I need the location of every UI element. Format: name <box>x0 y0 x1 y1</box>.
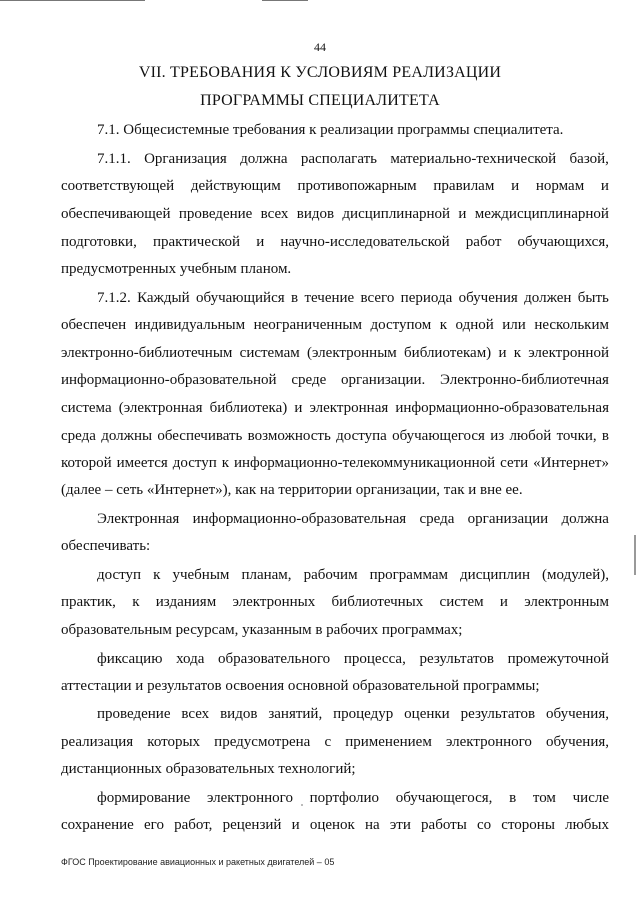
body-line-25: формирование электронного портфолио обучающегося, в том числе <box>97 790 609 806</box>
body-line-23: реализация которых предусмотрена с применением электронного обучения, <box>61 734 609 750</box>
body-line-17: доступ к учебным планам, рабочим программам дисциплин (модулей), <box>97 567 609 583</box>
body-line-4: обеспечивающей проведение всех видов дисциплинарной и междисциплинарной <box>61 206 609 222</box>
body-line-3: соответствующей действующим противопожарным правилам и нормам и <box>61 178 609 194</box>
body-line-15: Электронная информационно-образовательная среда организации должна <box>97 511 609 527</box>
page-number: 44 <box>314 40 326 54</box>
body-line-8: обеспечен индивидуальным неограниченным доступом к одной или нескольким <box>61 317 609 333</box>
body-line-5: подготовки, практической и научно-исследовательской работ обучающихся, <box>61 234 609 250</box>
body-line-1: 7.1. Общесистемные требования к реализации программы специалитета. <box>97 122 564 138</box>
body-line-19: образовательным ресурсам, указанным в рабочих программах; <box>61 622 463 638</box>
body-line-18: практик, к изданиям электронных библиотечных систем и электронным <box>61 594 609 610</box>
body-line-13: которой имеется доступ к информационно-телекоммуникационной сети «Интернет» <box>61 455 609 471</box>
section-heading-line-2: ПРОГРАММЫ СПЕЦИАЛИТЕТА <box>200 92 440 109</box>
footer-text: ФГОС Проектирование авиационных и ракетных двигателей – 05 <box>61 857 335 867</box>
body-line-24: дистанционных образовательных технологий; <box>61 761 356 777</box>
body-line-21: аттестации и результатов освоения основной образовательной программы; <box>61 678 540 694</box>
body-line-26: сохранение его работ, рецензий и оценок на эти работы со стороны любых <box>61 817 609 833</box>
body-line-7: 7.1.2. Каждый обучающийся в течение всего периода обучения должен быть <box>97 290 609 306</box>
top-scan-rule <box>0 0 640 2</box>
section-heading-line-1: VII. ТРЕБОВАНИЯ К УСЛОВИЯМ РЕАЛИЗАЦИИ <box>138 64 502 81</box>
margin-mark <box>634 535 636 575</box>
body-line-2: 7.1.1. Организация должна располагать материально-технической базой, <box>97 151 609 167</box>
body-line-12: среда должны обеспечивать возможность доступа обучающегося из любой точки, в <box>61 428 609 444</box>
body-line-22: проведение всех видов занятий, процедур оценки результатов обучения, <box>97 706 609 722</box>
body-line-10: информационно-образовательной среде организации. Электронно-библиотечная <box>61 372 609 388</box>
body-line-9: электронно-библиотечным системам (электронным библиотекам) и к электронной <box>61 345 609 361</box>
body-line-16: обеспечивать: <box>61 538 151 554</box>
body-line-20: фиксацию хода образовательного процесса, результатов промежуточной <box>97 651 609 667</box>
body-line-6: предусмотренных учебным планом. <box>61 261 292 277</box>
body-line-14: (далее – сеть «Интернет»), как на территории организации, так и вне ее. <box>61 482 523 498</box>
scan-speck <box>301 804 303 806</box>
body-line-11: система (электронная библиотека) и электронная информационно-образовательная <box>61 400 609 416</box>
